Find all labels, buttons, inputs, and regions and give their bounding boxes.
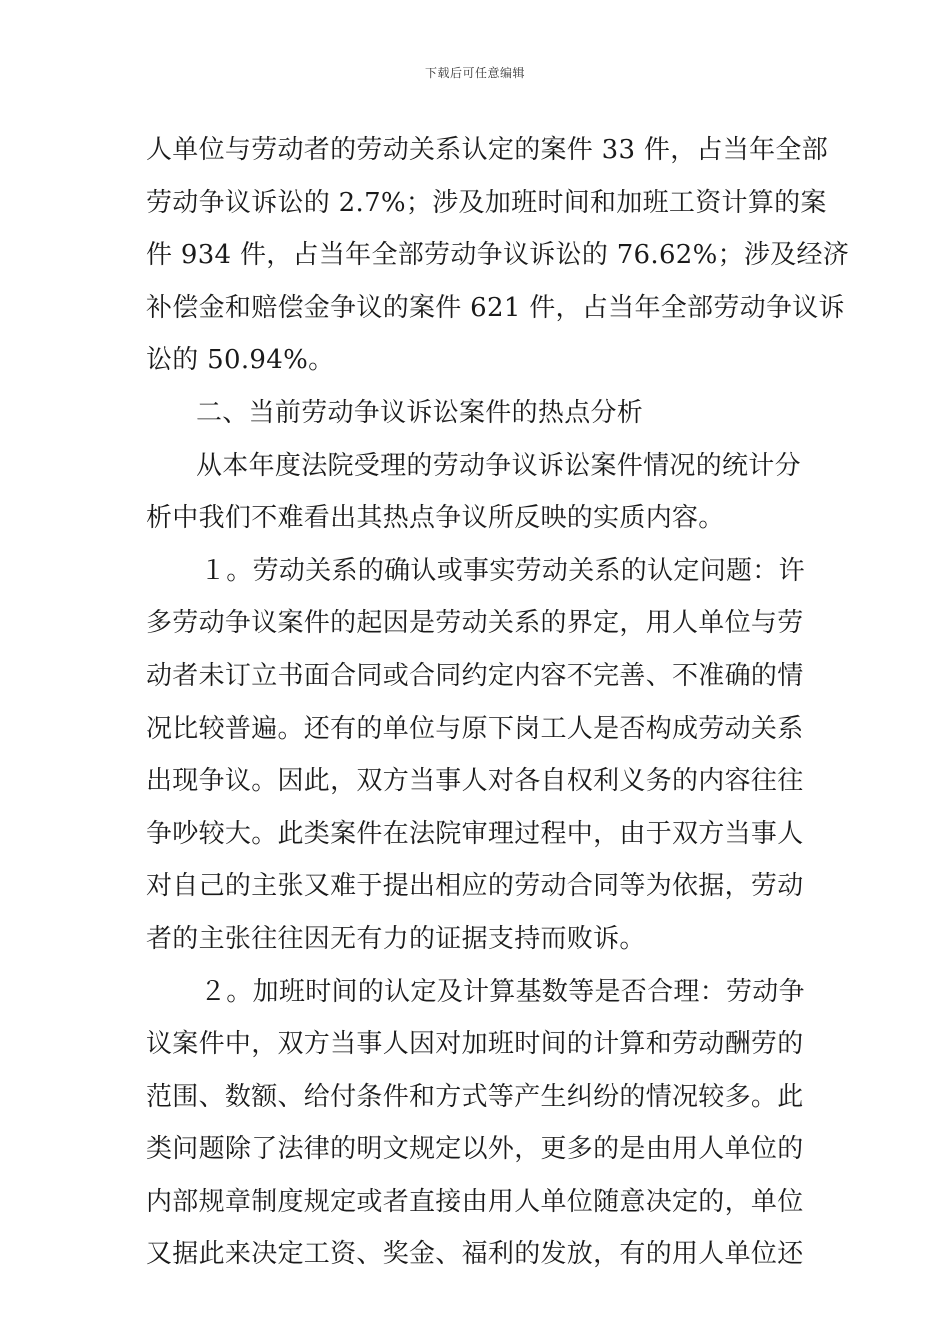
text-line: 出现争议。因此，双方当事人对各自权利义务的内容往往 xyxy=(146,766,804,797)
text-line: 件 934 件，占当年全部劳动争议诉讼的 76.62%；涉及经济 xyxy=(146,240,850,271)
paragraph-start: 从本年度法院受理的劳动争议诉讼案件情况的统计分 xyxy=(196,450,801,481)
text-line: 内部规章制度规定或者直接由用人单位随意决定的，单位 xyxy=(146,1186,804,1217)
text-line: 动者未订立书面合同或合同约定内容不完善、不准确的情 xyxy=(146,660,804,691)
text-line: 类问题除了法律的明文规定以外，更多的是由用人单位的 xyxy=(146,1134,804,1165)
page-header: 下载后可任意编辑 xyxy=(424,66,525,80)
document-body xyxy=(146,124,850,1281)
paragraph-start: １。劳动关系的确认或事实劳动关系的认定问题：许 xyxy=(200,555,805,586)
text-line: 多劳动争议案件的起因是劳动关系的界定，用人单位与劳 xyxy=(146,608,804,639)
text-line: 讼的 50.94%。 xyxy=(146,345,335,376)
section-heading: 二、当前劳动争议诉讼案件的热点分析 xyxy=(196,397,644,428)
paragraph-start: ２。加班时间的认定及计算基数等是否合理：劳动争 xyxy=(200,976,805,1007)
text-line: 补偿金和赔偿金争议的案件 621 件，占当年全部劳动争议诉 xyxy=(146,292,845,323)
text-line: 者的主张往往因无有力的证据支持而败诉。 xyxy=(146,923,646,954)
text-line: 范围、数额、给付条件和方式等产生纠纷的情况较多。此 xyxy=(146,1081,804,1112)
text-line: 争吵较大。此类案件在法院审理过程中，由于双方当事人 xyxy=(146,818,804,849)
text-line: 况比较普遍。还有的单位与原下岗工人是否构成劳动关系 xyxy=(146,713,804,744)
text-line: 人单位与劳动者的劳动关系认定的案件 33 件，占当年全部 xyxy=(146,135,829,165)
text-line: 劳动争议诉讼的 2.7%；涉及加班时间和加班工资计算的案 xyxy=(146,187,827,218)
text-line: 议案件中，双方当事人因对加班时间的计算和劳动酬劳的 xyxy=(146,1029,804,1060)
text-line: 析中我们不难看出其热点争议所反映的实质内容。 xyxy=(146,503,725,534)
text-line: 又据此来决定工资、奖金、福利的发放，有的用人单位还 xyxy=(146,1239,804,1270)
text-line: 对自己的主张又难于提出相应的劳动合同等为依据，劳动 xyxy=(146,871,804,902)
